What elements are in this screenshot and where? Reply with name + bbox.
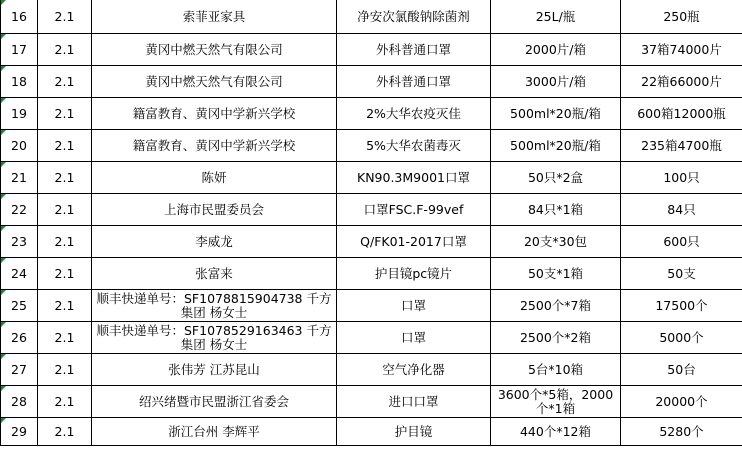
donor-name: 黄冈中燃天然气有限公司 [92,34,337,66]
row-date: 2.1 [38,354,92,386]
item-quantity: 37箱74000片 [621,34,742,66]
row-date: 2.1 [38,418,92,446]
item-spec: 20支*30包 [491,226,621,258]
donor-name: 绍兴绪暨市民盟浙江省委会 [92,386,337,418]
item-spec: 2500个*2箱 [491,322,621,354]
item-name: Q/FK01-2017口罩 [337,226,491,258]
row-number: 27 [1,354,38,386]
donor-name: 陈妍 [92,162,337,194]
item-name: 口罩 [337,322,491,354]
item-name: 护目镜 [337,418,491,446]
item-spec: 50只*2盒 [491,162,621,194]
row-number: 22 [1,194,38,226]
row-date: 2.1 [38,66,92,98]
item-name: 空气净化器 [337,354,491,386]
item-quantity: 50支 [621,258,742,290]
item-quantity: 5280个 [621,418,742,446]
item-quantity: 250瓶 [621,0,742,34]
table-row [1,226,742,258]
row-date: 2.1 [38,386,92,418]
table-row [1,0,742,34]
item-quantity: 600只 [621,226,742,258]
item-name: 口罩 [337,290,491,322]
item-name: KN90.3M9001口罩 [337,162,491,194]
row-date: 2.1 [38,194,92,226]
item-spec: 500ml*20瓶/箱 [491,130,621,162]
item-spec: 5台*10箱 [491,354,621,386]
donor-name: 顺丰快递单号：SF1078815904738 千方集团 杨女士 [92,290,337,322]
donor-name: 张富来 [92,258,337,290]
row-number: 28 [1,386,38,418]
item-quantity: 600箱12000瓶 [621,98,742,130]
row-date: 2.1 [38,290,92,322]
table-row [1,354,742,386]
table-row [1,66,742,98]
item-quantity: 22箱66000片 [621,66,742,98]
table-row [1,98,742,130]
row-number: 23 [1,226,38,258]
row-date: 2.1 [38,130,92,162]
row-date: 2.1 [38,226,92,258]
row-number: 29 [1,418,38,446]
donor-name: 籍富教育、黄冈中学新兴学校 [92,130,337,162]
item-name: 2%大华农疫灭佳 [337,98,491,130]
donor-name: 浙江台州 李辉平 [92,418,337,446]
row-number: 18 [1,66,38,98]
table-row [1,162,742,194]
item-quantity: 20000个 [621,386,742,418]
item-quantity: 235箱4700瓶 [621,130,742,162]
donor-name: 李威龙 [92,226,337,258]
item-name: 口罩FSC.F-99vef [337,194,491,226]
table-row [1,322,742,354]
item-quantity: 84只 [621,194,742,226]
row-date: 2.1 [38,322,92,354]
row-number: 24 [1,258,38,290]
row-number: 17 [1,34,38,66]
table-row [1,130,742,162]
donor-name: 索菲亚家具 [92,0,337,34]
row-date: 2.1 [38,98,92,130]
donor-name: 黄冈中燃天然气有限公司 [92,66,337,98]
row-number: 25 [1,290,38,322]
row-date: 2.1 [38,258,92,290]
item-quantity: 100只 [621,162,742,194]
item-quantity: 17500个 [621,290,742,322]
table-row [1,386,742,418]
table-row [1,258,742,290]
item-spec: 25L/瓶 [491,0,621,34]
item-spec: 2000片/箱 [491,34,621,66]
table-row [1,418,742,446]
row-number: 26 [1,322,38,354]
donor-name: 上海市民盟委员会 [92,194,337,226]
item-quantity: 50台 [621,354,742,386]
item-spec: 500ml*20瓶/箱 [491,98,621,130]
row-date: 2.1 [38,162,92,194]
item-name: 护目镜pc镜片 [337,258,491,290]
item-spec: 50支*1箱 [491,258,621,290]
item-quantity: 5000个 [621,322,742,354]
item-name: 净安次氯酸钠除菌剂 [337,0,491,34]
item-name: 5%大华农菌毒灭 [337,130,491,162]
donor-name: 张伟芳 江苏昆山 [92,354,337,386]
item-spec: 3000片/箱 [491,66,621,98]
table-row [1,290,742,322]
donor-name: 顺丰快递单号：SF1078529163463 千方集团 杨女士 [92,322,337,354]
donor-name: 籍富教育、黄冈中学新兴学校 [92,98,337,130]
row-number: 21 [1,162,38,194]
row-number: 19 [1,98,38,130]
item-spec: 84只*1箱 [491,194,621,226]
item-name: 外科普通口罩 [337,34,491,66]
row-date: 2.1 [38,34,92,66]
row-number: 20 [1,130,38,162]
row-date: 2.1 [38,0,92,34]
item-name: 外科普通口罩 [337,66,491,98]
item-name: 进口口罩 [337,386,491,418]
table-row [1,194,742,226]
table-row [1,34,742,66]
item-spec: 2500个*7箱 [491,290,621,322]
row-number: 16 [1,0,38,34]
item-spec: 3600个*5箱，2000个*1箱 [491,386,621,418]
item-spec: 440个*12箱 [491,418,621,446]
